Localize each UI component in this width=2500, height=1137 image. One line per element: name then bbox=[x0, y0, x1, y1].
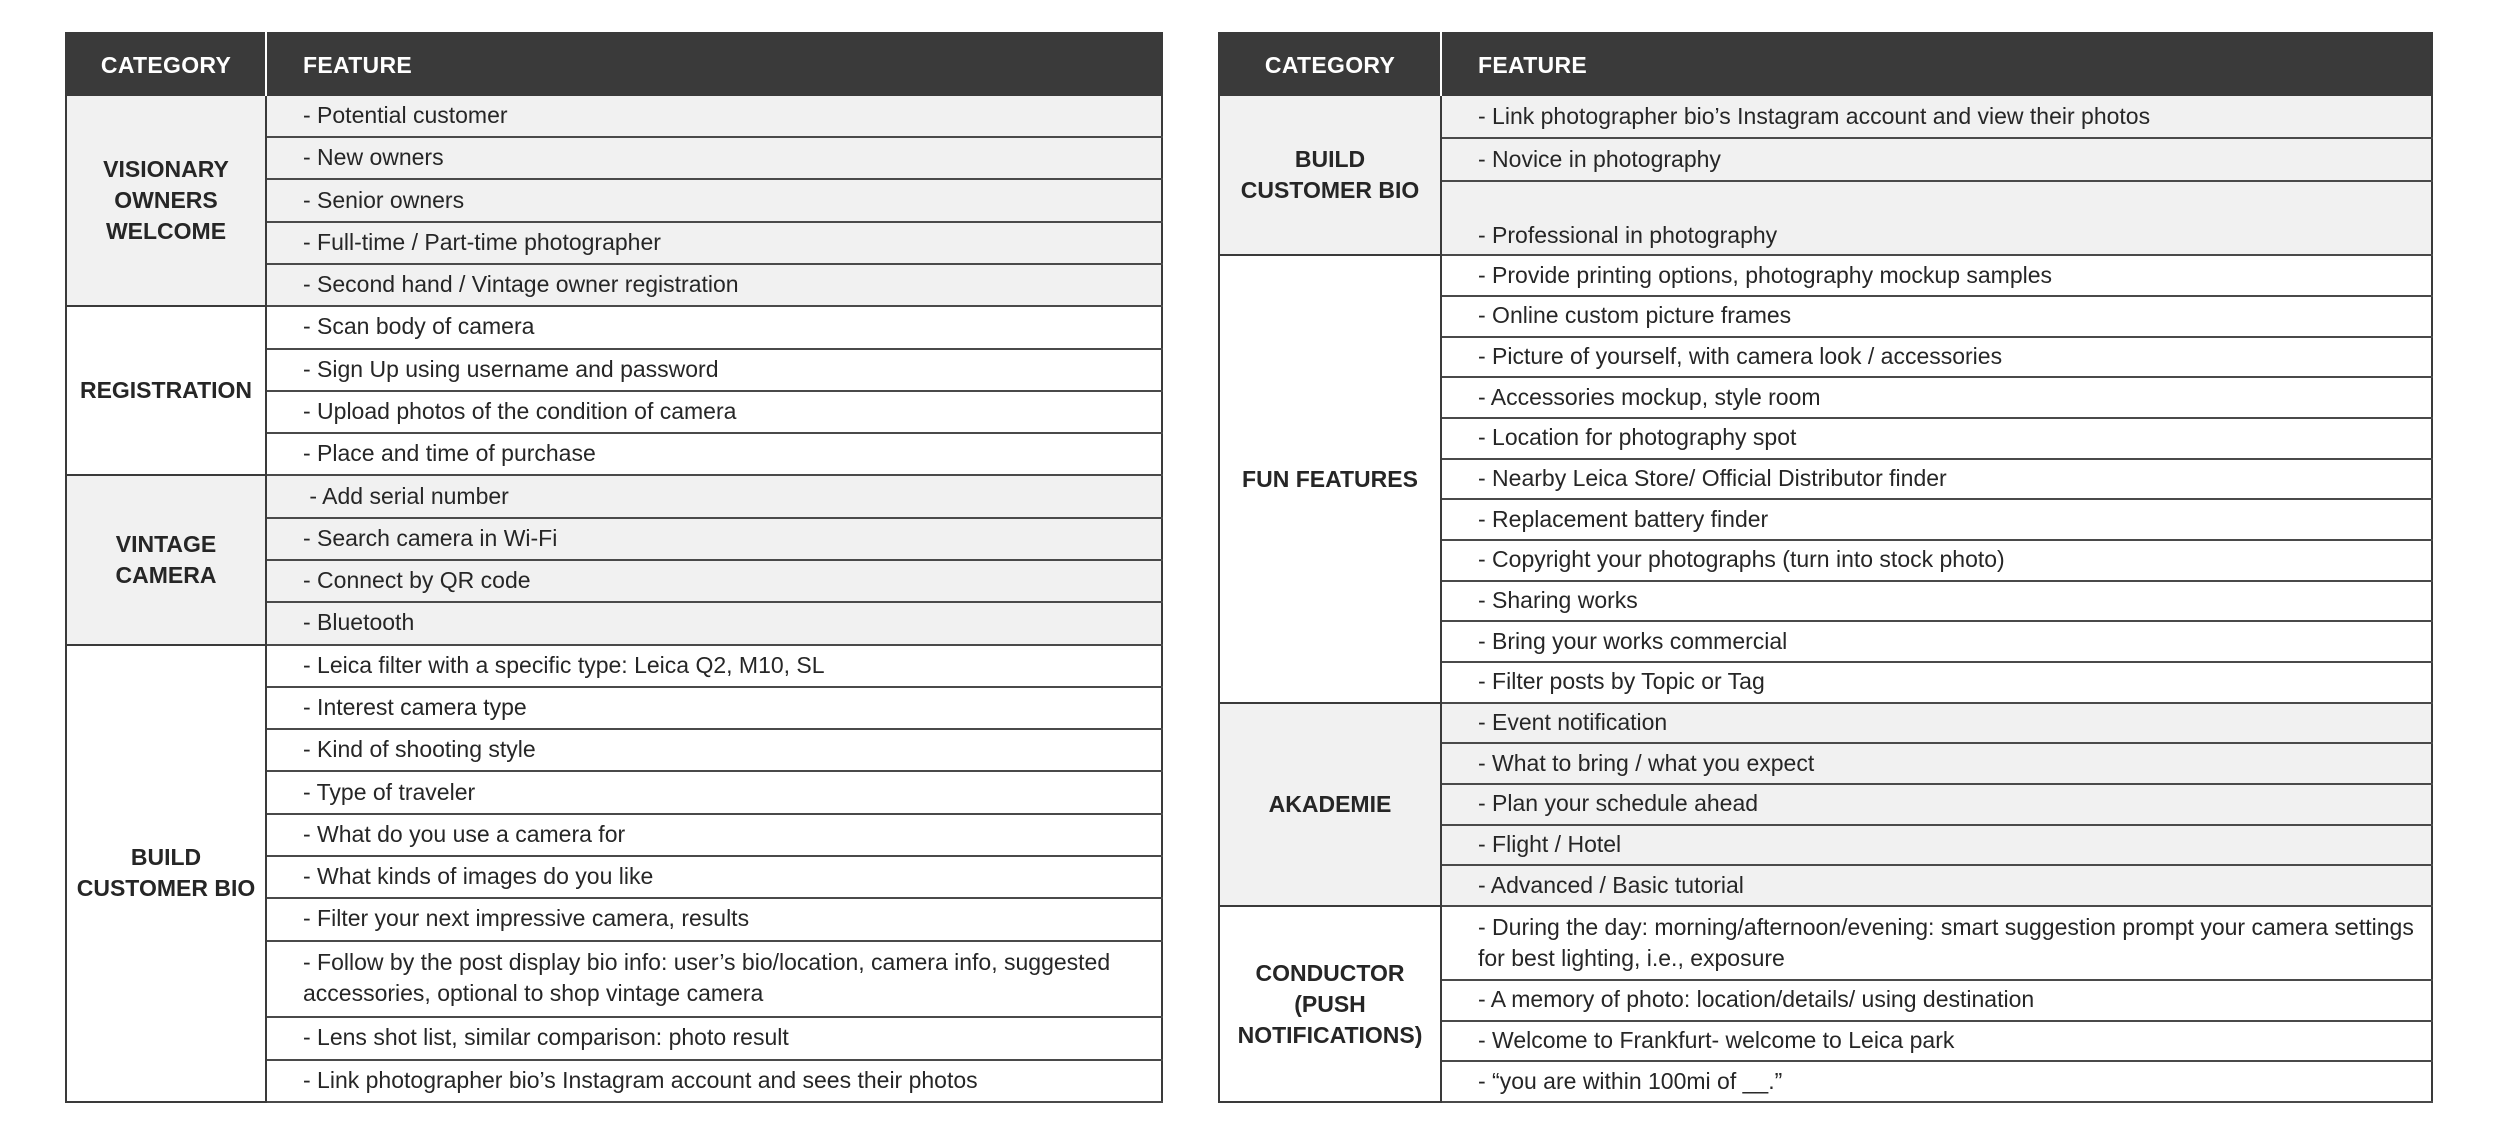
feature-cell: - Full-time / Part-time photographer bbox=[266, 222, 1162, 264]
group-akademie bbox=[1219, 703, 2432, 906]
feature-cell: - Replacement battery finder bbox=[1441, 499, 2432, 540]
feature-cell: - What to bring / what you expect bbox=[1441, 743, 2432, 784]
group-conductor-push-notifications bbox=[1219, 906, 2432, 1102]
category-label: CAMERA bbox=[115, 562, 217, 589]
feature-cell: - Novice in photography bbox=[1441, 138, 2432, 181]
feature-cell: - Bring your works commercial bbox=[1441, 621, 2432, 662]
feature-cell: - Filter your next impressive camera, results bbox=[266, 898, 1162, 940]
feature-cell: - A memory of photo: location/details/ using destination bbox=[1441, 980, 2432, 1021]
feature-cell: - Accessories mockup, style room bbox=[1441, 377, 2432, 418]
feature-cell: - Welcome to Frankfurt- welcome to Leica park bbox=[1441, 1021, 2432, 1062]
feature-cell: - Add serial number bbox=[266, 475, 1162, 517]
category-cell bbox=[66, 645, 266, 1102]
category-label: REGISTRATION bbox=[79, 377, 253, 404]
category-label: CONDUCTOR bbox=[1255, 959, 1405, 986]
feature-header: FEATURE bbox=[1441, 33, 2432, 96]
group-vintage-camera bbox=[66, 475, 1162, 644]
header-row bbox=[66, 33, 1162, 96]
feature-cell: - Place and time of purchase bbox=[266, 433, 1162, 475]
feature-cell: - Picture of yourself, with camera look / accessories bbox=[1441, 337, 2432, 378]
group-build-customer-bio bbox=[66, 645, 1162, 1102]
feature-cell: - Online custom picture frames bbox=[1441, 296, 2432, 337]
feature-cell: - What do you use a camera for bbox=[266, 814, 1162, 856]
group-fun-features bbox=[1219, 255, 2432, 702]
feature-cell: - Type of traveler bbox=[266, 771, 1162, 813]
feature-cell: - “you are within 100mi of __.” bbox=[1441, 1061, 2432, 1102]
feature-cell: - Sharing works bbox=[1441, 581, 2432, 622]
feature-cell: - Plan your schedule ahead bbox=[1441, 784, 2432, 825]
feature-cell: - Link photographer bio’s Instagram account and view their photos bbox=[1441, 96, 2432, 138]
category-label: OWNERS bbox=[114, 187, 218, 214]
feature-cell: - Bluetooth bbox=[266, 602, 1162, 644]
group-build-customer-bio bbox=[1219, 96, 2432, 255]
feature-cell: - Scan body of camera bbox=[266, 306, 1162, 348]
header-row bbox=[1219, 33, 2432, 96]
category-label: BUILD bbox=[1294, 146, 1366, 173]
category-cell bbox=[1219, 255, 1441, 702]
feature-cell: - Nearby Leica Store/ Official Distributor finder bbox=[1441, 459, 2432, 500]
feature-cell: - Senior owners bbox=[266, 179, 1162, 221]
category-header: CATEGORY bbox=[66, 33, 266, 96]
category-cell bbox=[1219, 703, 1441, 906]
feature-cell: - Leica filter with a specific type: Leica Q2, M10, SL bbox=[266, 645, 1162, 687]
right-feature-table bbox=[1218, 32, 2433, 1103]
feature-cell: - Professional in photography bbox=[1441, 181, 2432, 255]
category-label: BUILD bbox=[130, 844, 202, 871]
category-label: NOTIFICATIONS) bbox=[1237, 1021, 1423, 1048]
feature-cell: - Sign Up using username and password bbox=[266, 349, 1162, 391]
feature-cell: - Second hand / Vintage owner registration bbox=[266, 264, 1162, 306]
feature-cell: - Location for photography spot bbox=[1441, 418, 2432, 459]
feature-cell: - Lens shot list, similar comparison: photo result bbox=[266, 1017, 1162, 1059]
group-visionary-owners-welcome bbox=[66, 96, 1162, 306]
feature-cell: - Kind of shooting style bbox=[266, 729, 1162, 771]
category-label: CUSTOMER BIO bbox=[76, 875, 256, 902]
feature-cell: - Upload photos of the condition of camera bbox=[266, 391, 1162, 433]
feature-cell: - Link photographer bio’s Instagram account and sees their photos bbox=[266, 1060, 1162, 1102]
category-label: VINTAGE bbox=[115, 531, 217, 558]
category-label: FUN FEATURES bbox=[1242, 465, 1418, 492]
group-registration bbox=[66, 306, 1162, 475]
category-label: CUSTOMER BIO bbox=[1240, 177, 1420, 204]
feature-cell: - What kinds of images do you like bbox=[266, 856, 1162, 898]
feature-cell: - New owners bbox=[266, 137, 1162, 179]
feature-cell: - Search camera in Wi-Fi bbox=[266, 518, 1162, 560]
category-cell bbox=[66, 96, 266, 306]
feature-cell: - Flight / Hotel bbox=[1441, 825, 2432, 866]
feature-cell: - Copyright your photographs (turn into stock photo) bbox=[1441, 540, 2432, 581]
category-cell bbox=[66, 475, 266, 644]
category-label: (PUSH bbox=[1294, 990, 1366, 1017]
left-feature-table bbox=[65, 32, 1163, 1103]
feature-cell: - Potential customer bbox=[266, 96, 1162, 137]
feature-cell: - Event notification bbox=[1441, 703, 2432, 744]
feature-cell: - Provide printing options, photography mockup samples bbox=[1441, 255, 2432, 296]
category-label: WELCOME bbox=[105, 218, 227, 245]
feature-cell: - During the day: morning/afternoon/evening: smart suggestion prompt your camera settings for best lighting, i.e., exposure bbox=[1441, 906, 2432, 980]
category-cell bbox=[1219, 96, 1441, 255]
feature-header: FEATURE bbox=[266, 33, 1162, 96]
feature-cell: - Filter posts by Topic or Tag bbox=[1441, 662, 2432, 703]
category-cell bbox=[66, 306, 266, 475]
category-label: VISIONARY bbox=[103, 156, 229, 183]
feature-cell: - Connect by QR code bbox=[266, 560, 1162, 602]
feature-cell: - Follow by the post display bio info: user’s bio/location, camera info, suggested accessories, optional to shop vintage camera bbox=[266, 941, 1162, 1018]
category-header: CATEGORY bbox=[1219, 33, 1441, 96]
category-label: AKADEMIE bbox=[1268, 790, 1392, 817]
feature-cell: - Interest camera type bbox=[266, 687, 1162, 729]
category-cell bbox=[1219, 906, 1441, 1102]
feature-cell: - Advanced / Basic tutorial bbox=[1441, 865, 2432, 906]
